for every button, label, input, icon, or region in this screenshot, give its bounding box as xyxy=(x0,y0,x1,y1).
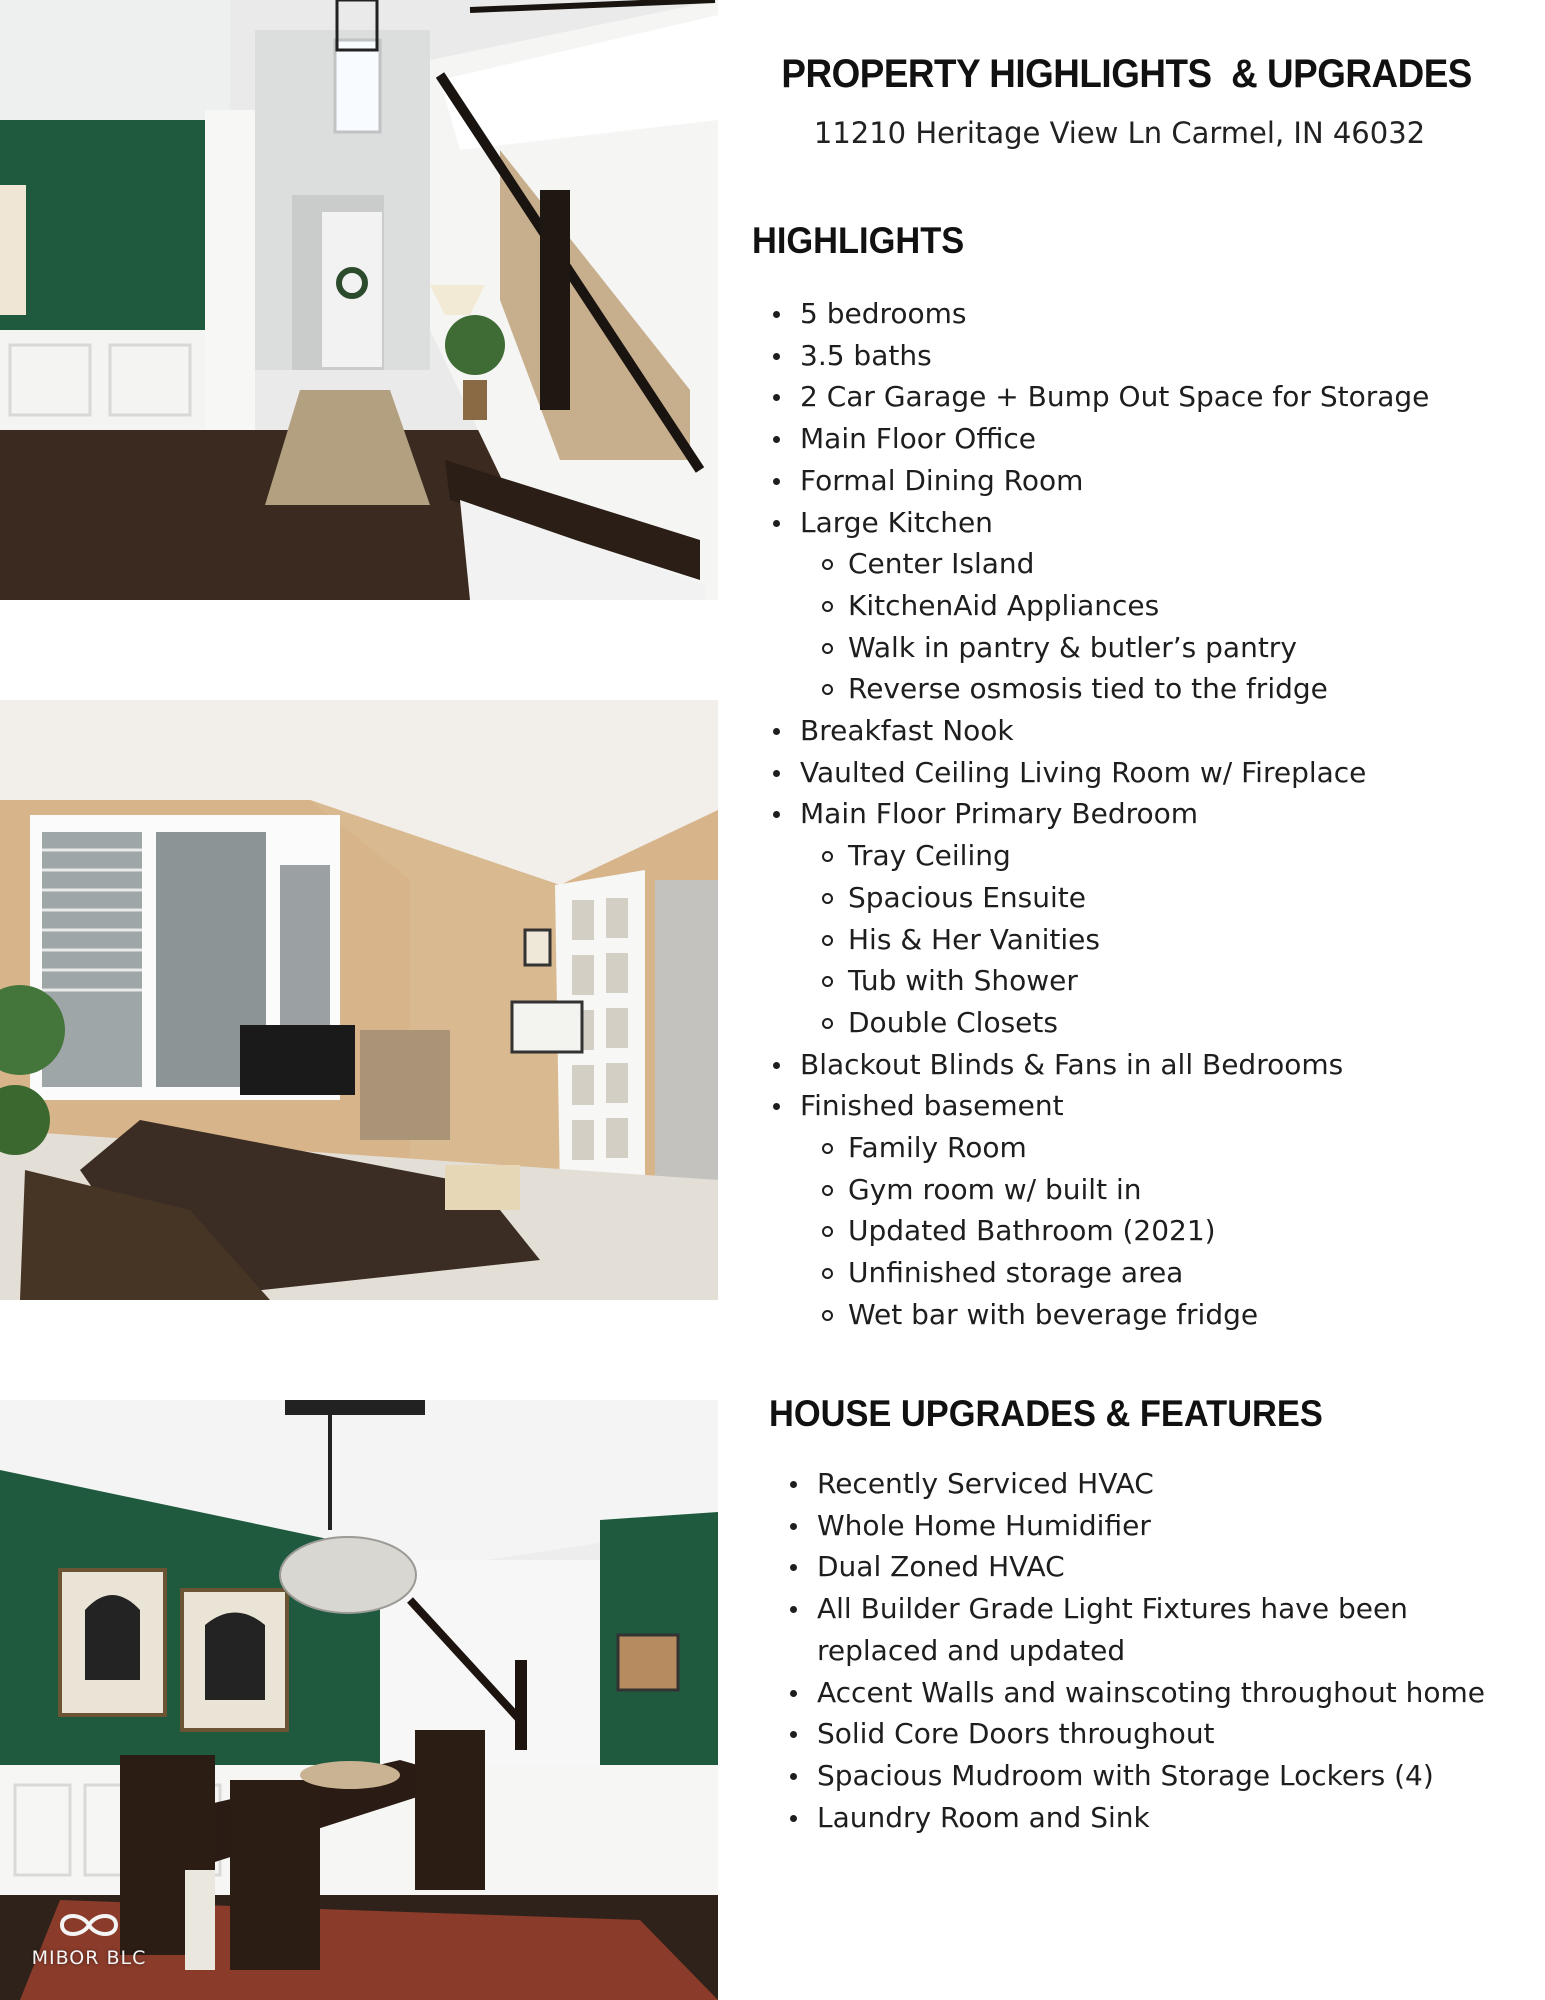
photo-foyer-staircase xyxy=(0,0,718,600)
highlights-list xyxy=(752,293,1429,1336)
list-item: Accent Walls and wainscoting throughout home xyxy=(769,1672,1537,1714)
list-item: Formal Dining Room xyxy=(752,460,1429,502)
list-item: Blackout Blinds & Fans in all Bedrooms xyxy=(752,1044,1429,1086)
list-item: 2 Car Garage + Bump Out Space for Storage xyxy=(752,376,1429,418)
list-item: Breakfast Nook xyxy=(752,710,1429,752)
list-item: Finished basement xyxy=(752,1085,1429,1127)
sub-list-item: Family Room xyxy=(752,1127,1429,1169)
list-item: Main Floor Primary Bedroom xyxy=(752,793,1429,835)
list-item: 3.5 baths xyxy=(752,335,1429,377)
sub-list-item: Spacious Ensuite xyxy=(752,877,1429,919)
list-item: Whole Home Humidifier xyxy=(769,1505,1537,1547)
sub-list-item: Wet bar with beverage fridge xyxy=(752,1294,1429,1336)
sub-list-item: His & Her Vanities xyxy=(752,919,1429,961)
upgrades-list xyxy=(769,1463,1537,1838)
mibor-watermark-logo xyxy=(24,1905,154,1985)
page-title: PROPERTY HIGHLIGHTS & UPGRADES xyxy=(781,52,1472,96)
list-item: Laundry Room and Sink xyxy=(769,1797,1537,1839)
list-item: Recently Serviced HVAC xyxy=(769,1463,1537,1505)
list-item: Spacious Mudroom with Storage Lockers (4) xyxy=(769,1755,1537,1797)
list-item: All Builder Grade Light Fixtures have been replaced and updated xyxy=(769,1588,1537,1671)
highlights-heading: HIGHLIGHTS xyxy=(752,220,965,261)
infinity-icon xyxy=(54,1905,124,1945)
sub-list-item: Center Island xyxy=(752,543,1429,585)
list-item: Large Kitchen xyxy=(752,502,1429,544)
photo-home-office xyxy=(0,700,718,1300)
sub-list-item: Unfinished storage area xyxy=(752,1252,1429,1294)
sub-list-item: Reverse osmosis tied to the fridge xyxy=(752,668,1429,710)
watermark-text: MIBOR BLC xyxy=(31,1947,147,1969)
sub-list-item: Tray Ceiling xyxy=(752,835,1429,877)
list-item: Dual Zoned HVAC xyxy=(769,1546,1537,1588)
sub-list-item: Walk in pantry & butler’s pantry xyxy=(752,627,1429,669)
sub-list-item: Updated Bathroom (2021) xyxy=(752,1210,1429,1252)
sub-list-item: Gym room w/ built in xyxy=(752,1169,1429,1211)
sub-list-item: Double Closets xyxy=(752,1002,1429,1044)
list-item: Solid Core Doors throughout xyxy=(769,1713,1537,1755)
list-item: Vaulted Ceiling Living Room w/ Fireplace xyxy=(752,752,1429,794)
upgrades-heading: HOUSE UPGRADES & FEATURES xyxy=(769,1393,1323,1434)
sub-list-item: KitchenAid Appliances xyxy=(752,585,1429,627)
sub-list-item: Tub with Shower xyxy=(752,960,1429,1002)
list-item: 5 bedrooms xyxy=(752,293,1429,335)
property-address: 11210 Heritage View Ln Carmel, IN 46032 xyxy=(813,116,1426,150)
list-item: Main Floor Office xyxy=(752,418,1429,460)
